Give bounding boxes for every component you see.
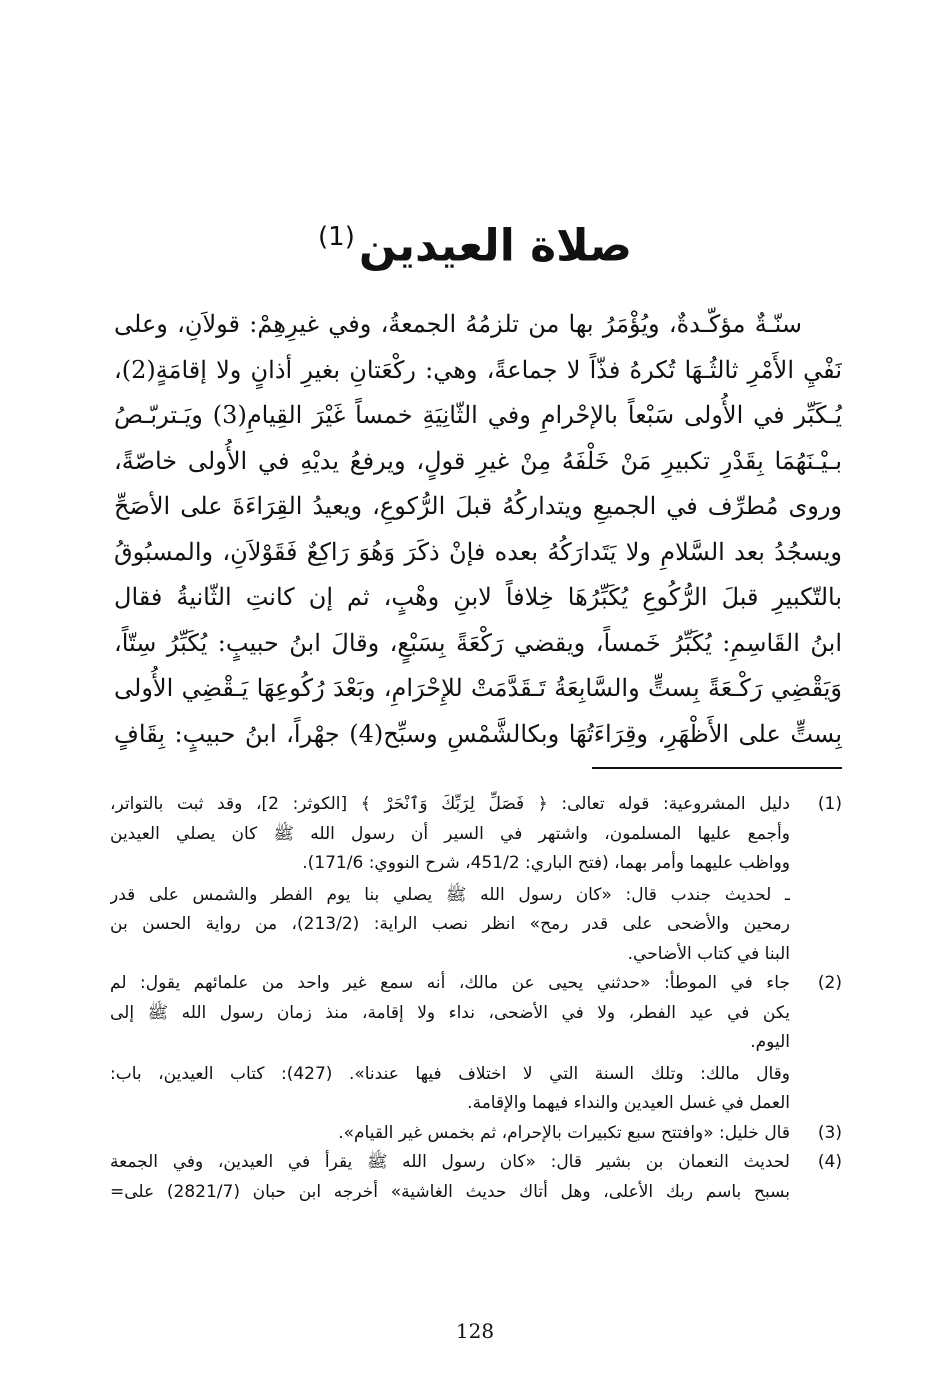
footnote-paragraph xyxy=(110,790,790,879)
footnote-line: اليوم. xyxy=(750,1032,790,1052)
footnote-4 xyxy=(110,1148,842,1207)
footnote-paragraph xyxy=(110,881,790,970)
footnote-line: وقال مالك: وتلك السنة التي لا اختلاف فيها عندنا». (427): كتاب العيدين، باب: xyxy=(110,1063,790,1084)
chapter-title xyxy=(0,207,950,277)
footnote-line: وواظب عليهما وأمر بهما، (فتح الباري: 451/2، شرح النووي: 171/6). xyxy=(302,853,790,873)
footnote-line: لحديث النعمان بن بشير قال: «كان رسول الله ﷺ يقرأ في العيدين، وفي الجمعة xyxy=(110,1152,790,1172)
text-line: يُـكَبِّر في الأُولى سَبْعاً بالإحْرامِ وفي الثّانِيَةِ خمساً غَيْرَ القِيامِ(3) ويَـتربّـصُ xyxy=(114,401,842,429)
footnotes xyxy=(110,790,842,1207)
footnote-paragraph xyxy=(110,1148,790,1207)
footnote-line: قال خليل: «وافتتح سبع تكبيرات بالإحرام، ثم بخمس غير القيام». xyxy=(338,1122,790,1143)
footnote-paragraph xyxy=(110,1119,790,1149)
text-line: بـيْـنَهُمَا بِقَدْرِ تكبيرِ مَنْ خَلْفَهُ مِنْ غيرِ قولٍ، ويرفعُ يديْهِ في الأُولى خاصّةً، xyxy=(114,446,842,475)
footnote-divider xyxy=(592,767,842,769)
footnote-paragraph xyxy=(110,969,790,1058)
text-line: بِستٍّ على الأَظْهَرِ، وقِرَاءَتُهَا وبكالشَّمْسِ وسبِّح(4) جهْراً، ابنُ حبيبٍ: بِقَافٍ xyxy=(114,719,842,748)
footnote-line: العمل في غسل العيدين والنداء فيهما والإقامة. xyxy=(467,1093,790,1113)
main-text xyxy=(114,302,842,757)
footnote-paragraph xyxy=(110,1060,790,1119)
footnote-number: (1) xyxy=(817,794,842,814)
chapter-title-footnote-marker: (1) xyxy=(317,222,355,253)
text-line: نَفْيِ الأَمْرِ ثالثُـهَا تُكرهُ فذّاً لا جماعةً، وهي: ركْعَتانِ بغيرِ أذانٍ ولا إقامَةٍ(2)، xyxy=(114,355,842,384)
footnote-line: البنا في كتاب الأضاحي. xyxy=(627,943,790,964)
footnote-number: (3) xyxy=(817,1122,842,1143)
footnote-number: (2) xyxy=(817,973,842,993)
footnote-line: وأجمع عليها المسلمون، واشتهر في السير أن رسول الله ﷺ كان يصلي العيدين xyxy=(110,823,790,844)
chapter-title-text: صلاة العيدين xyxy=(358,221,632,273)
text-line: ابنُ القَاسِمِ: يُكَبِّرُ خَمساً، ويقضي رَكْعَةً بِسَبْعٍ، وقالَ ابنُ حبيبٍ: يُكَبِّرُ سِتّاً، xyxy=(114,628,842,657)
footnote-2 xyxy=(110,969,842,1119)
text-line: بالتّكبيرِ قبلَ الرُّكُوعِ يُكَبِّرُهَا خِلافاً لابنِ وهْبٍ، ثم إن كانتِ الثّانيةُ فقال xyxy=(114,583,842,611)
footnote-3 xyxy=(110,1119,842,1149)
text-line: وَيَقْضِي رَكْـعَةً بِستٍّ والسَّابِعَةُ تَـقَدَّمَتْ للإِحْرَامِ، وبَعْدَ رُكُوعِهَا يَـقْضِي الأُولى xyxy=(114,674,842,702)
footnote-line: يكن في عيد الفطر، ولا في الأضحى، نداء ولا إقامة، منذ زمان رسول الله ﷺ إلى xyxy=(110,1002,790,1023)
footnote-line: ـ لحديث جندب قال: «كان رسول الله ﷺ يصلي بنا يوم الفطر والشمس على قدر xyxy=(110,884,790,905)
footnote-line: جاء في الموطأ: «حدثني يحيى عن مالك، أنه سمع غير واحد من علمائهم يقول: لم xyxy=(110,973,790,993)
text-line: سنّـةٌ مؤكّـدةٌ، ويُؤْمَرُ بها من تلزمُهُ الجمعةُ، وفي غيرِهِمْ: قولاَنِ، وعلى xyxy=(114,310,802,338)
footnote-1 xyxy=(110,790,842,969)
footnote-line: دليل المشروعية: قوله تعالى: ﴿ فَصَلِّ لِرَبِّكَ وَٱنْحَرْ ﴾ [الكوثر: 2]، وقد ثبت بالتواتر، xyxy=(110,794,790,814)
footnote-line: بسبح باسم ربك الأعلى، وهل أتاك حديث الغاشية» أخرجه ابن حبان (2821/7) على= xyxy=(110,1181,790,1202)
page-number: 128 xyxy=(455,1319,495,1343)
footnote-line: رمحين والأضحى على قدر رمح» انظر نصب الراية: (213/2)، من رواية الحسن بن xyxy=(110,914,790,934)
text-line: وروى مُطرِّف في الجميعِ ويتداركُهُ قبلَ الرُّكوعِ، ويعيدُ القِرَاءَةَ على الأصَحِّ xyxy=(114,492,842,520)
text-line: ويسجُدُ بعد السَّلامِ ولا يَتَدارَكُهُ بعده فإنْ ذكَرَ وَهُوَ رَاكِعٌ فَقَوْلاَنِ، والمسبُوقُ xyxy=(114,537,842,566)
footnote-number: (4) xyxy=(817,1152,842,1172)
